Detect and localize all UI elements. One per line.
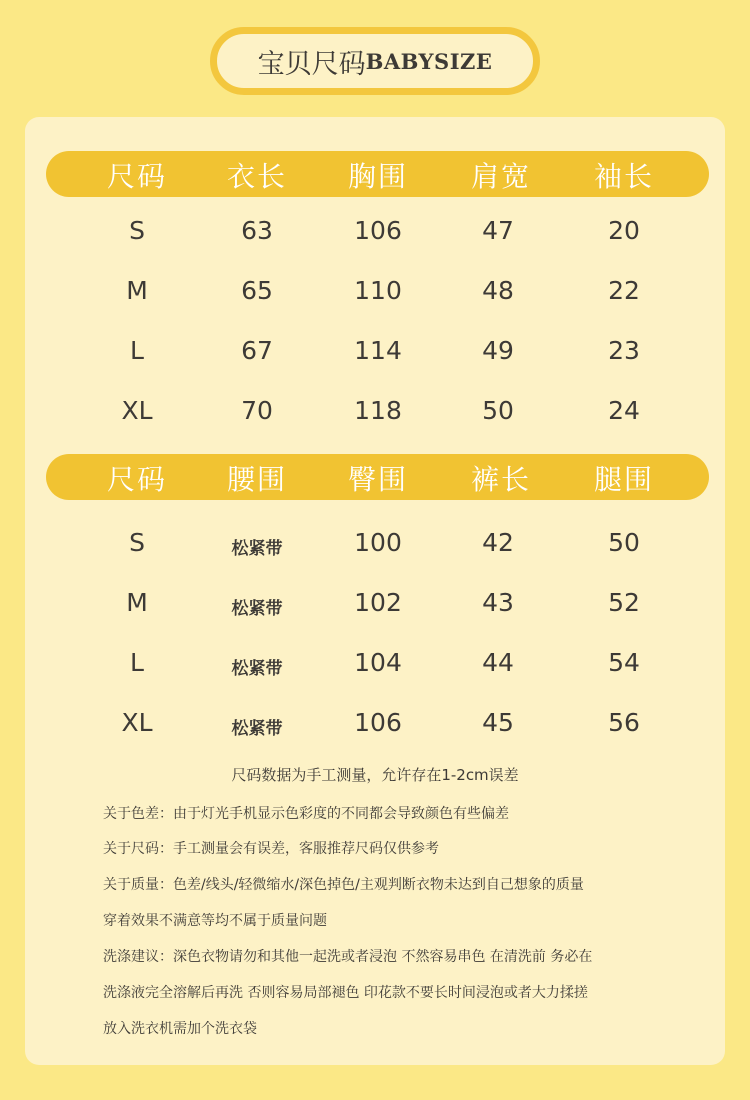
table-row [0,524,750,564]
cell-shoulder: 49 [482,336,514,365]
cell-pants-length: 43 [482,588,514,617]
table-row [0,644,750,684]
cell-sleeve: 22 [608,276,640,305]
cell-waist: 松紧带 [231,599,283,619]
title-cn: 宝贝尺码 [257,48,366,80]
cell-chest: 118 [354,396,402,425]
header-thigh: 腿围 [593,463,655,496]
cell-hip: 104 [354,648,402,677]
note-line: 洗涤液完全溶解后再洗 否则容易局部褪色 印花款不要长时间浸泡或者大力揉搓 [103,985,588,1001]
cell-pants-length: 42 [482,528,514,557]
cell-length: 65 [241,276,273,305]
note-line: 穿着效果不满意等均不属于质量问题 [103,913,327,929]
cell-size: M [126,588,148,617]
header-size: 尺码 [106,160,168,193]
cell-chest: 110 [354,276,402,305]
header-length: 衣长 [226,160,288,193]
cell-pants-length: 45 [482,708,514,737]
cell-length: 63 [241,216,273,245]
cell-pants-length: 44 [482,648,514,677]
header-hip: 臀围 [347,463,409,496]
cell-waist: 松紧带 [231,539,283,559]
cell-thigh: 50 [608,528,640,557]
cell-size: XL [121,708,153,737]
cell-length: 70 [241,396,273,425]
cell-sleeve: 24 [608,396,640,425]
note-line: 关于色差：由于灯光手机显示色彩度的不同都会导致颜色有些偏差 [103,806,509,822]
table-row [0,212,750,252]
note-line: 洗涤建议：深色衣物请勿和其他一起洗或者浸泡 不然容易串色 在清洗前 务必在 [103,949,593,965]
header-sleeve: 袖长 [593,160,655,193]
cell-shoulder: 47 [482,216,514,245]
cell-sleeve: 20 [608,216,640,245]
cell-chest: 114 [354,336,402,365]
cell-size: L [130,648,144,677]
table-row [0,392,750,432]
cell-hip: 100 [354,528,402,557]
header-waist: 腰围 [226,463,288,496]
measurement-note: 尺码数据为手工测量，允许存在1-2cm误差 [231,766,519,784]
title-en: BABYSIZE [365,48,493,74]
header-shoulder: 肩宽 [470,160,532,193]
cell-hip: 102 [354,588,402,617]
header-size: 尺码 [106,463,168,496]
cell-size: XL [121,396,153,425]
cell-length: 67 [241,336,273,365]
header-chest: 胸围 [347,160,409,193]
cell-shoulder: 48 [482,276,514,305]
cell-thigh: 52 [608,588,640,617]
note-line: 关于质量：色差/线头/轻微缩水/深色掉色/主观判断衣物未达到自己想象的质量 [103,877,584,893]
note-line: 关于尺码：手工测量会有误差，客服推荐尺码仅供参考 [103,841,439,857]
table-row [0,332,750,372]
table-row [0,272,750,312]
cell-size: L [130,336,144,365]
cell-chest: 106 [354,216,402,245]
cell-thigh: 56 [608,708,640,737]
table2-header [46,454,709,500]
cell-size: M [126,276,148,305]
size-title-badge [210,27,540,95]
cell-waist: 松紧带 [231,659,283,679]
cell-size: S [129,216,145,245]
cell-sleeve: 23 [608,336,640,365]
header-pants-length: 裤长 [470,463,532,496]
note-line: 放入洗衣机需加个洗衣袋 [103,1021,257,1037]
table1-header [46,151,709,197]
table-row [0,584,750,624]
cell-hip: 106 [354,708,402,737]
table-row [0,704,750,744]
cell-size: S [129,528,145,557]
cell-shoulder: 50 [482,396,514,425]
cell-waist: 松紧带 [231,719,283,739]
cell-thigh: 54 [608,648,640,677]
